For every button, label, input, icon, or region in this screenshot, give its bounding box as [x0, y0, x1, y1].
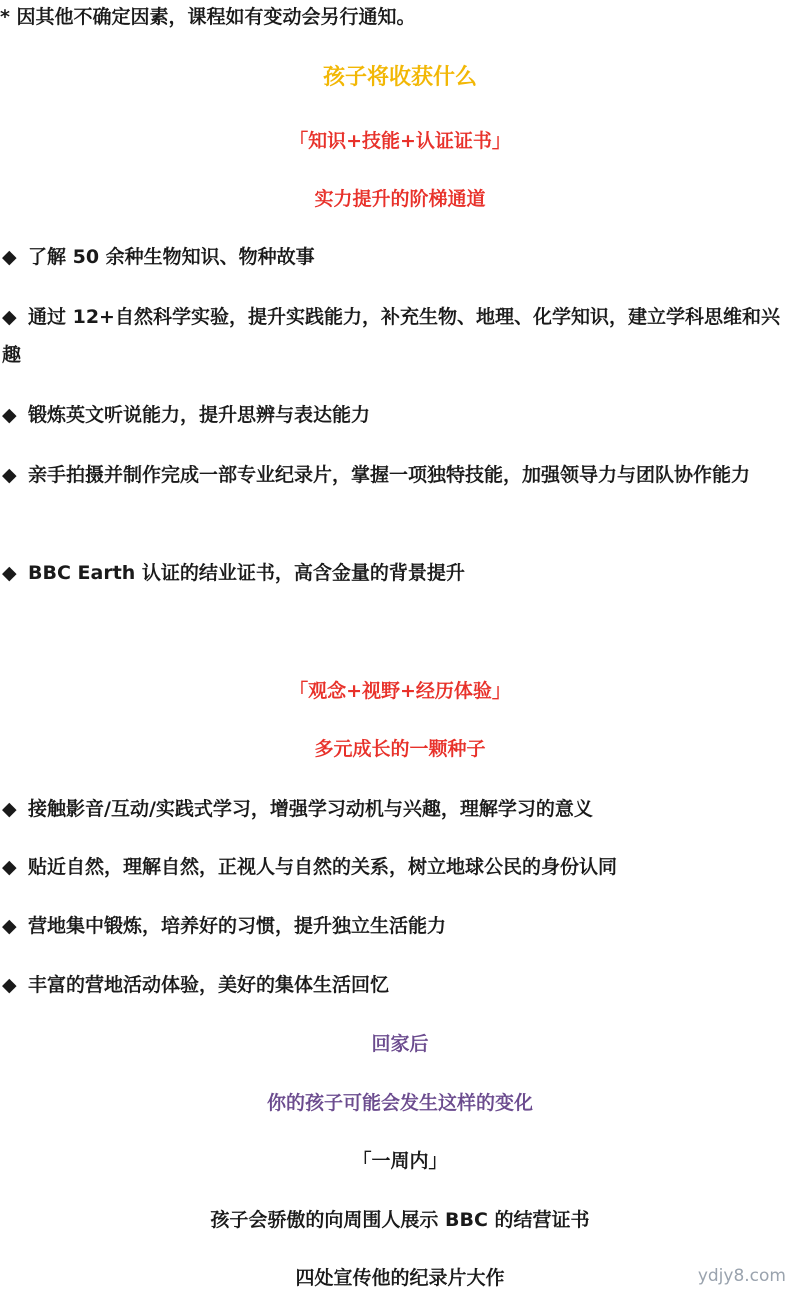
list-item: [2, 907, 788, 945]
section2-subtitle: 多元成长的一颗种子: [314, 738, 486, 760]
diamond-bullet-icon: ◆: [2, 562, 17, 584]
section2-subtitle-bracket: 「观念+视野+经历体验」: [289, 680, 511, 702]
bullet-text: 贴近自然，理解自然，正视人与自然的关系，树立地球公民的身份认同: [28, 856, 618, 878]
section3-bracket: 「一周内」: [352, 1150, 448, 1172]
notice-text: * 因其他不确定因素，课程如有变动会另行通知。: [0, 6, 416, 28]
diamond-bullet-icon: ◆: [2, 404, 17, 426]
bullet-text: 锻炼英文听说能力，提升思辨与表达能力: [28, 404, 371, 426]
diamond-bullet-icon: ◆: [2, 464, 17, 486]
diamond-bullet-icon: ◆: [2, 915, 17, 937]
list-item: [2, 848, 788, 886]
bullet-text: 丰富的营地活动体验，美好的集体生活回忆: [28, 974, 390, 996]
section1-title: 孩子将收获什么: [322, 65, 477, 90]
list-item: [2, 966, 788, 1004]
section3-title: 回家后: [371, 1033, 429, 1055]
diamond-bullet-icon: ◆: [2, 798, 17, 820]
bullet-text: 通过 12+自然科学实验，提升实践能力，补充生物、地理、化学知识，建立学科思维和兴趣: [2, 306, 780, 366]
section3-line: 孩子会骄傲的向周围人展示 BBC 的结营证书: [210, 1209, 590, 1231]
list-item: [2, 396, 788, 434]
list-item: [2, 238, 788, 276]
diamond-bullet-icon: ◆: [2, 974, 17, 996]
section3-subtitle: 你的孩子可能会发生这样的变化: [266, 1092, 533, 1114]
list-item: [2, 790, 788, 828]
bullet-text: 接触影音/互动/实践式学习，增强学习动机与兴趣，理解学习的意义: [28, 798, 593, 820]
bullet-text: 亲手拍摄并制作完成一部专业纪录片，掌握一项独特技能，加强领导力与团队协作能力: [28, 464, 751, 486]
diamond-bullet-icon: ◆: [2, 246, 17, 268]
section3-line: 四处宣传他的纪录片大作: [295, 1267, 505, 1289]
list-item: [2, 456, 788, 494]
bullet-text: 了解 50 余种生物知识、物种故事: [28, 246, 315, 268]
list-item: [2, 554, 788, 592]
bullet-text: BBC Earth 认证的结业证书，高含金量的背景提升: [28, 562, 465, 584]
bullet-text: 营地集中锻炼，培养好的习惯，提升独立生活能力: [28, 915, 447, 937]
section1-subtitle-bracket: 「知识+技能+认证证书」: [289, 130, 511, 152]
diamond-bullet-icon: ◆: [2, 856, 17, 878]
diamond-bullet-icon: ◆: [2, 306, 17, 328]
section1-subtitle: 实力提升的阶梯通道: [314, 188, 486, 210]
watermark: ydjy8.com: [697, 1266, 786, 1286]
list-item: [2, 298, 788, 374]
